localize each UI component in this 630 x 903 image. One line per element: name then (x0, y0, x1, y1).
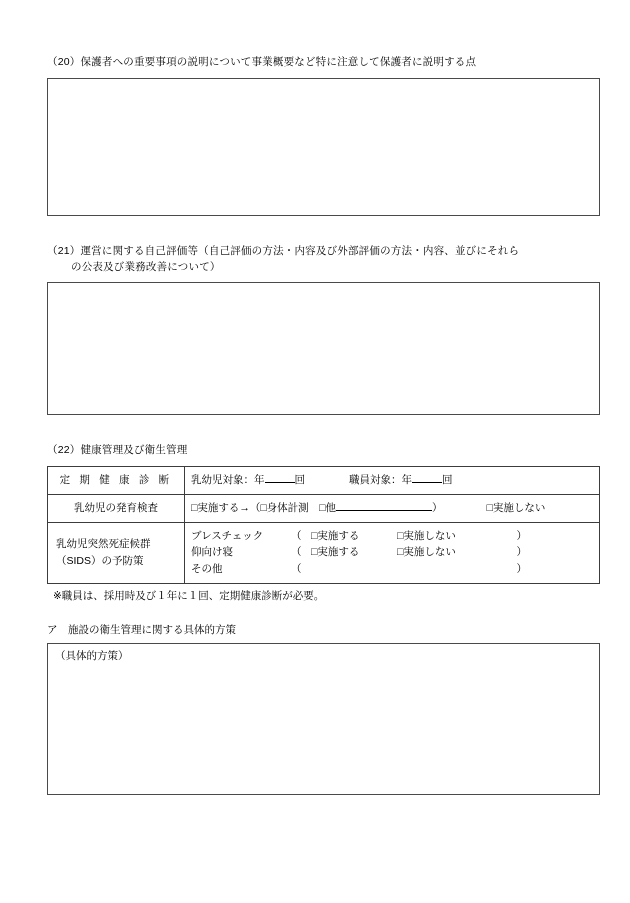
question-21-title (47, 244, 600, 276)
spacer (47, 216, 600, 244)
infant-count-input[interactable] (265, 482, 295, 483)
growth-exam-not-checkbox[interactable]: □実施しない (486, 501, 546, 514)
sids-item-name: その他 (191, 563, 223, 576)
question-20-answer-box[interactable] (47, 78, 600, 216)
growth-exam-close-paren: ） (432, 501, 443, 514)
question-20-title: （20）保護者への重要事項の説明について事業概要など特に注意して保護者に説明する点 (47, 56, 477, 68)
sids-other-input[interactable] (311, 561, 397, 578)
row-value-periodic-checkup[interactable] (185, 467, 600, 495)
staff-unit-label: 回 (442, 474, 453, 486)
staff-count-input[interactable] (412, 482, 442, 483)
sids-close-paren: ） (516, 529, 527, 542)
sids-open-paren: （ (291, 529, 302, 542)
row-value-growth-exam[interactable] (185, 494, 600, 522)
row-label-sids-line1: 乳幼児突然死症候群 (56, 537, 151, 550)
health-management-table (47, 466, 600, 584)
sids-do-checkbox[interactable]: □実施する (311, 529, 360, 542)
table-row-periodic-checkup (48, 467, 600, 495)
infant-unit-label: 回 (294, 474, 305, 486)
row-label-sids (48, 522, 185, 583)
question-21-title-line1: （21）運営に関する自己評価等（自己評価の方法・内容及び外部評価の方法・内容、並びにそれら (47, 244, 520, 257)
sids-close-paren: ） (516, 563, 527, 576)
sids-open-paren: （ (291, 563, 302, 576)
growth-exam-other-input[interactable] (336, 510, 432, 511)
hygiene-section-heading: ア 施設の衛生管理に関する具体的方策 (47, 623, 236, 636)
sids-not-checkbox[interactable]: □実施しない (397, 546, 456, 559)
row-label-sids-line2: （SIDS）の予防策 (56, 554, 144, 567)
staff-target-label: 職員対象：年 (349, 474, 412, 486)
row-value-sids[interactable] (185, 522, 600, 583)
sids-close-paren: ） (516, 546, 527, 559)
sids-open-paren: （ (291, 546, 302, 559)
sids-do-checkbox[interactable]: □実施する (311, 546, 360, 559)
sids-item-name: 仰向け寝 (191, 546, 233, 559)
sids-item-row (191, 544, 593, 561)
sids-item-name: ブレスチェック (191, 529, 264, 542)
table-row-sids (48, 522, 600, 583)
row-label-growth-exam: 乳幼児の発育検査 (48, 494, 185, 522)
table-row-growth-exam (48, 494, 600, 522)
question-22-title: （22）健康管理及び衛生管理 (47, 444, 188, 457)
sids-item-row (191, 561, 593, 578)
sids-not-checkbox[interactable]: □実施しない (397, 529, 456, 542)
hygiene-answer-box[interactable] (47, 643, 600, 795)
form-sheet (47, 55, 600, 795)
growth-exam-do-checkbox[interactable]: □実施する→（□身体計測 □他 (191, 501, 337, 514)
sids-item-row (191, 528, 593, 545)
question-21-answer-box[interactable] (47, 282, 600, 415)
question-21-title-line2: の公表及び業務改善について） (71, 260, 221, 273)
infant-target-label: 乳幼児対象：年 (191, 474, 265, 486)
spacer (47, 415, 600, 443)
hygiene-box-label: （具体的方策） (55, 650, 129, 663)
health-table-note: ※職員は、採用時及び１年に１回、定期健康診断が必要。 (53, 589, 325, 602)
sids-other-spacer (397, 561, 507, 578)
row-label-periodic-checkup: 定 期 健 康 診 断 (48, 467, 185, 495)
